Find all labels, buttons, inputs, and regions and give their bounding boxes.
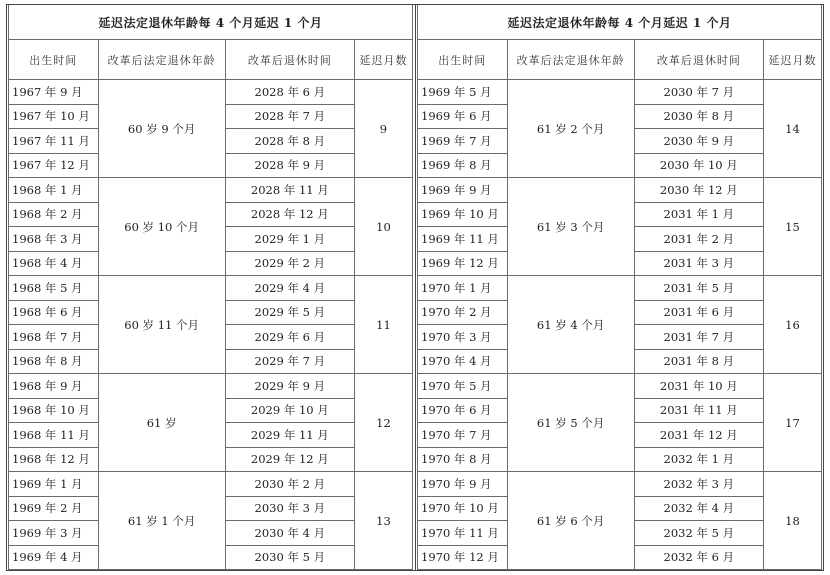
birth-date-cell: 1969 年 11 月 (418, 227, 508, 252)
retirement-age-cell: 61 岁 5 个月 (507, 374, 634, 472)
retirement-time-cell: 2031 年 6 月 (634, 300, 763, 325)
delay-months-cell: 14 (763, 80, 821, 178)
retirement-time-cell: 2030 年 10 月 (634, 153, 763, 178)
retirement-time-cell: 2032 年 3 月 (634, 472, 763, 497)
retirement-age-cell: 61 岁 2 个月 (507, 80, 634, 178)
table-row (9, 472, 413, 497)
birth-date-cell: 1970 年 7 月 (418, 423, 508, 448)
retirement-time-cell: 2029 年 7 月 (225, 349, 354, 374)
retirement-time-cell: 2031 年 5 月 (634, 276, 763, 301)
birth-date-cell: 1969 年 2 月 (9, 496, 99, 521)
retirement-time-cell: 2031 年 1 月 (634, 202, 763, 227)
retirement-time-cell: 2029 年 11 月 (225, 423, 354, 448)
delay-months-cell: 11 (354, 276, 412, 374)
retirement-tables (6, 4, 824, 570)
table-row (418, 374, 822, 399)
birth-time-header: 出生时间 (418, 40, 508, 80)
birth-date-cell: 1970 年 1 月 (418, 276, 508, 301)
retirement-time-cell: 2029 年 12 月 (225, 447, 354, 472)
delay-months-cell: 15 (763, 178, 821, 276)
delay-months-cell: 10 (354, 178, 412, 276)
retirement-time-cell: 2030 年 5 月 (225, 545, 354, 570)
table-row (9, 374, 413, 399)
delay-months-cell: 13 (354, 472, 412, 570)
retirement-time-cell: 2029 年 4 月 (225, 276, 354, 301)
birth-date-cell: 1969 年 10 月 (418, 202, 508, 227)
birth-date-cell: 1970 年 5 月 (418, 374, 508, 399)
retirement-time-cell: 2029 年 5 月 (225, 300, 354, 325)
table-row (418, 178, 822, 203)
retirement-time-cell: 2031 年 7 月 (634, 325, 763, 350)
table-row (418, 276, 822, 301)
retirement-age-cell: 61 岁 (98, 374, 225, 472)
retirement-time-cell: 2030 年 2 月 (225, 472, 354, 497)
delay-months-cell: 12 (354, 374, 412, 472)
retirement-time-cell: 2030 年 4 月 (225, 521, 354, 546)
birth-date-cell: 1968 年 4 月 (9, 251, 99, 276)
birth-date-cell: 1968 年 10 月 (9, 398, 99, 423)
retirement-age-header: 改革后法定退休年龄 (98, 40, 225, 80)
birth-date-cell: 1968 年 7 月 (9, 325, 99, 350)
retirement-time-cell: 2029 年 9 月 (225, 374, 354, 399)
table-row (9, 276, 413, 301)
retirement-age-cell: 60 岁 9 个月 (98, 80, 225, 178)
retirement-table (417, 4, 822, 570)
birth-date-cell: 1968 年 11 月 (9, 423, 99, 448)
right-panel (415, 4, 824, 570)
birth-date-cell: 1967 年 9 月 (9, 80, 99, 105)
retirement-time-cell: 2031 年 3 月 (634, 251, 763, 276)
retirement-time-cell: 2032 年 5 月 (634, 521, 763, 546)
delay-months-cell: 18 (763, 472, 821, 570)
birth-date-cell: 1969 年 3 月 (9, 521, 99, 546)
retirement-time-cell: 2029 年 2 月 (225, 251, 354, 276)
retirement-time-cell: 2031 年 8 月 (634, 349, 763, 374)
retirement-age-cell: 61 岁 4 个月 (507, 276, 634, 374)
birth-date-cell: 1969 年 9 月 (418, 178, 508, 203)
retirement-time-cell: 2028 年 11 月 (225, 178, 354, 203)
retirement-time-cell: 2029 年 10 月 (225, 398, 354, 423)
retirement-time-header: 改革后退休时间 (634, 40, 763, 80)
retirement-time-cell: 2028 年 7 月 (225, 104, 354, 129)
delay-months-cell: 17 (763, 374, 821, 472)
delay-months-header: 延迟月数 (763, 40, 821, 80)
left-panel (6, 4, 415, 570)
birth-date-cell: 1968 年 12 月 (9, 447, 99, 472)
retirement-age-cell: 60 岁 10 个月 (98, 178, 225, 276)
retirement-time-cell: 2032 年 1 月 (634, 447, 763, 472)
birth-date-cell: 1970 年 11 月 (418, 521, 508, 546)
birth-date-cell: 1970 年 6 月 (418, 398, 508, 423)
table-row (418, 80, 822, 105)
retirement-age-cell: 60 岁 11 个月 (98, 276, 225, 374)
birth-date-cell: 1969 年 12 月 (418, 251, 508, 276)
retirement-time-cell: 2032 年 6 月 (634, 545, 763, 570)
birth-date-cell: 1968 年 6 月 (9, 300, 99, 325)
retirement-time-cell: 2030 年 9 月 (634, 129, 763, 154)
table-row (9, 178, 413, 203)
retirement-time-cell: 2031 年 10 月 (634, 374, 763, 399)
delay-months-cell: 16 (763, 276, 821, 374)
retirement-time-cell: 2031 年 2 月 (634, 227, 763, 252)
birth-date-cell: 1967 年 12 月 (9, 153, 99, 178)
table-title: 延迟法定退休年龄每 4 个月延迟 1 个月 (9, 5, 413, 40)
birth-date-cell: 1969 年 5 月 (418, 80, 508, 105)
birth-date-cell: 1970 年 10 月 (418, 496, 508, 521)
birth-date-cell: 1968 年 2 月 (9, 202, 99, 227)
birth-date-cell: 1968 年 8 月 (9, 349, 99, 374)
birth-date-cell: 1970 年 9 月 (418, 472, 508, 497)
birth-date-cell: 1969 年 4 月 (9, 545, 99, 570)
birth-date-cell: 1968 年 3 月 (9, 227, 99, 252)
retirement-time-cell: 2030 年 12 月 (634, 178, 763, 203)
birth-date-cell: 1970 年 2 月 (418, 300, 508, 325)
retirement-age-cell: 61 岁 1 个月 (98, 472, 225, 570)
birth-date-cell: 1969 年 7 月 (418, 129, 508, 154)
birth-date-cell: 1970 年 12 月 (418, 545, 508, 570)
retirement-time-cell: 2029 年 1 月 (225, 227, 354, 252)
birth-date-cell: 1970 年 8 月 (418, 447, 508, 472)
birth-date-cell: 1970 年 4 月 (418, 349, 508, 374)
retirement-age-header: 改革后法定退休年龄 (507, 40, 634, 80)
table-title: 延迟法定退休年龄每 4 个月延迟 1 个月 (418, 5, 822, 40)
retirement-time-cell: 2028 年 6 月 (225, 80, 354, 105)
birth-date-cell: 1969 年 1 月 (9, 472, 99, 497)
birth-date-cell: 1968 年 9 月 (9, 374, 99, 399)
retirement-time-cell: 2030 年 3 月 (225, 496, 354, 521)
retirement-time-cell: 2031 年 12 月 (634, 423, 763, 448)
retirement-time-cell: 2028 年 8 月 (225, 129, 354, 154)
panel-divider (415, 4, 416, 570)
birth-date-cell: 1969 年 8 月 (418, 153, 508, 178)
retirement-table (8, 4, 413, 570)
birth-date-cell: 1969 年 6 月 (418, 104, 508, 129)
table-row (9, 80, 413, 105)
delay-months-header: 延迟月数 (354, 40, 412, 80)
birth-date-cell: 1967 年 11 月 (9, 129, 99, 154)
retirement-time-cell: 2029 年 6 月 (225, 325, 354, 350)
retirement-time-cell: 2031 年 11 月 (634, 398, 763, 423)
birth-date-cell: 1967 年 10 月 (9, 104, 99, 129)
birth-date-cell: 1970 年 3 月 (418, 325, 508, 350)
retirement-time-cell: 2030 年 8 月 (634, 104, 763, 129)
retirement-time-cell: 2028 年 9 月 (225, 153, 354, 178)
delay-months-cell: 9 (354, 80, 412, 178)
table-row (418, 472, 822, 497)
retirement-time-cell: 2030 年 7 月 (634, 80, 763, 105)
retirement-time-header: 改革后退休时间 (225, 40, 354, 80)
birth-date-cell: 1968 年 1 月 (9, 178, 99, 203)
birth-date-cell: 1968 年 5 月 (9, 276, 99, 301)
retirement-time-cell: 2028 年 12 月 (225, 202, 354, 227)
retirement-age-cell: 61 岁 3 个月 (507, 178, 634, 276)
retirement-time-cell: 2032 年 4 月 (634, 496, 763, 521)
birth-time-header: 出生时间 (9, 40, 99, 80)
retirement-age-cell: 61 岁 6 个月 (507, 472, 634, 570)
